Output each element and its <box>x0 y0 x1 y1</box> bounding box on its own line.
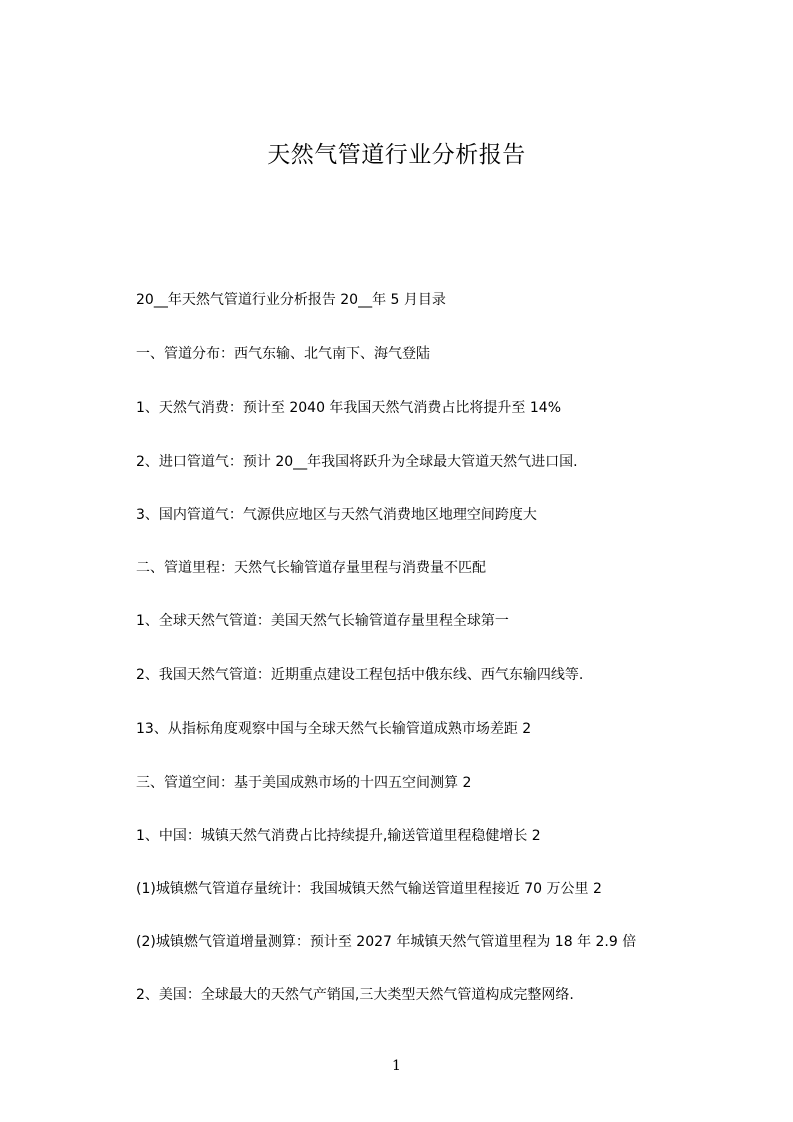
toc-subitem-3-1-1: (1)城镇燃气管道存量统计：我国城镇天然气输送管道里程接近 70 万公里 2 <box>136 881 602 897</box>
toc-item-2-3: 13、从指标角度观察中国与全球天然气长输管道成熟市场差距 2 <box>136 721 532 737</box>
toc-section-2: 二、管道里程：天然气长输管道存量里程与消费量不匹配 <box>136 560 486 576</box>
toc-item-1-2: 2、进口管道气：预计 20__年我国将跃升为全球最大管道天然气进口国. <box>136 454 578 470</box>
toc-item-1-1: 1、天然气消费：预计至 2040 年我国天然气消费占比将提升至 14% <box>136 400 562 416</box>
toc-item-1-3: 3、国内管道气：气源供应地区与天然气消费地区地理空间跨度大 <box>136 507 537 523</box>
toc-item-2-1: 1、全球天然气管道：美国天然气长输管道存量里程全球第一 <box>136 613 509 629</box>
toc-line-header: 20__年天然气管道行业分析报告 20__年 5 月目录 <box>136 292 446 308</box>
toc-item-2-2: 2、我国天然气管道：近期重点建设工程包括中俄东线、西气东输四线等. <box>136 667 584 683</box>
page-number: 1 <box>392 1058 401 1074</box>
toc-item-3-1: 1、中国：城镇天然气消费占比持续提升,输送管道里程稳健增长 2 <box>136 828 541 844</box>
toc-item-3-2: 2、美国：全球最大的天然气产销国,三大类型天然气管道构成完整网络. <box>136 987 574 1003</box>
toc-section-1: 一、管道分布：西气东输、北气南下、海气登陆 <box>136 346 430 362</box>
document-title: 天然气管道行业分析报告 <box>267 142 526 168</box>
toc-subitem-3-1-2: (2)城镇燃气管道增量测算：预计至 2027 年城镇天然气管道里程为 18 年 2.9 倍 <box>136 934 637 950</box>
toc-section-3: 三、管道空间：基于美国成熟市场的十四五空间测算 2 <box>136 775 472 791</box>
